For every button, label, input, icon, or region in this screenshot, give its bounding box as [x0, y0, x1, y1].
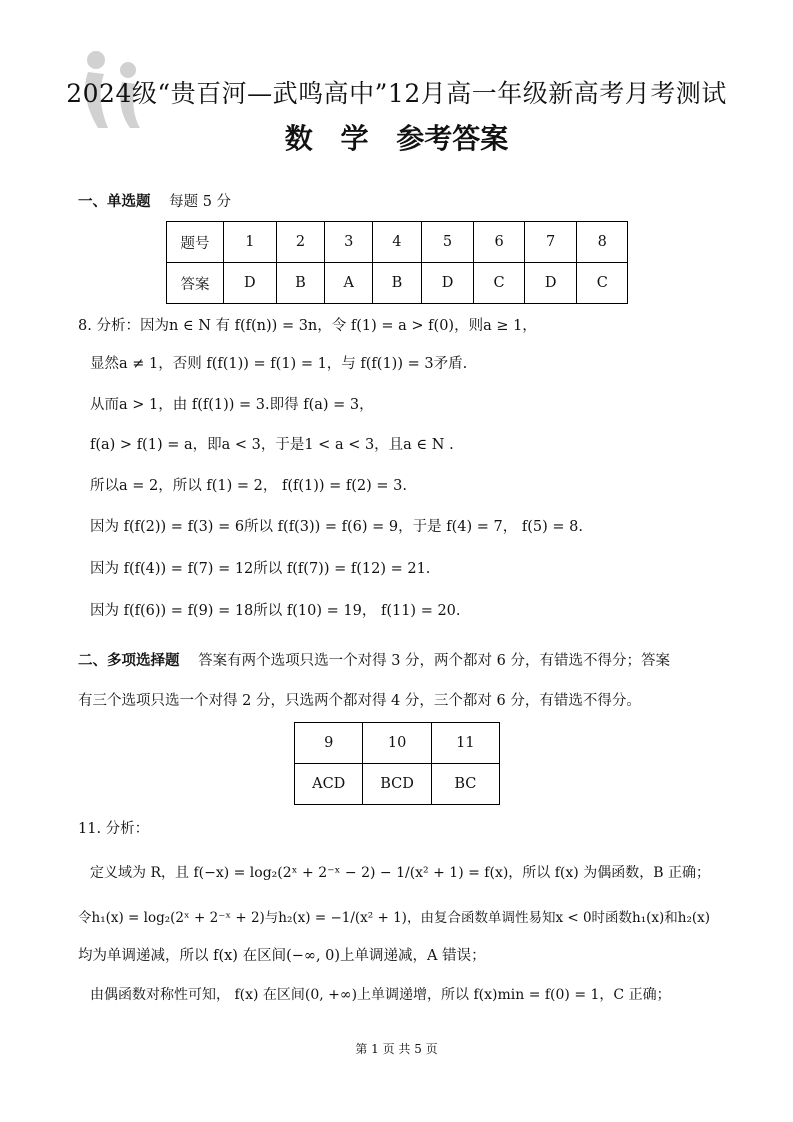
question-number: 3	[325, 222, 373, 263]
answer-cell: C	[474, 263, 524, 304]
question-number: 8	[577, 222, 628, 263]
row-label: 题号	[167, 222, 224, 263]
q8-line: 所以a = 2，所以 f(1) = 2， f(f(1)) = f(2) = 3.	[90, 478, 408, 494]
q11-line: 由偶函数对称性可知， f(x) 在区间(0, +∞)上单调递增，所以 f(x)min = f(0) = 1，C 正确；	[90, 987, 671, 1003]
page-footer: 第 1 页 共 5 页	[355, 1042, 438, 1056]
exam-subtitle: 数 学 参考答案	[284, 122, 509, 155]
q8-line: 显然a ≠ 1，否则 f(f(1)) = f(1) = 1，与 f(f(1)) = 3矛盾.	[90, 356, 468, 372]
section2-rule-line1: 答案有两个选项只选一个对得 3 分，两个都对 6 分，有错选不得分；答案	[198, 653, 670, 669]
q8-line: 因为 f(f(4)) = f(7) = 12所以 f(f(7)) = f(12) = 21.	[90, 561, 431, 577]
section2-rule-line2: 有三个选项只选一个对得 2 分，只选两个都对得 4 分，三个都对 6 分，有错选不得分。	[78, 693, 641, 709]
question-number: 6	[474, 222, 524, 263]
row-label: 答案	[167, 263, 224, 304]
question-number: 9	[295, 723, 363, 764]
q8-line: 因为 f(f(2)) = f(3) = 6所以 f(f(3)) = f(6) = 9，于是 f(4) = 7， f(5) = 8.	[90, 519, 583, 535]
section1-heading: 一、单选题	[78, 194, 151, 210]
table-row	[167, 263, 628, 304]
q11-line: 定义域为 R，且 f(−x) = log₂(2ˣ + 2⁻ˣ − 2) − 1/(x² + 1) = f(x)，所以 f(x) 为偶函数，B 正确；	[90, 865, 710, 881]
question-number: 7	[524, 222, 577, 263]
table-row	[167, 222, 628, 263]
q8-line: 因为 f(f(6)) = f(9) = 18所以 f(10) = 19， f(11) = 20.	[90, 603, 461, 619]
question-number: 11	[431, 723, 499, 764]
answer-cell: A	[325, 263, 373, 304]
q8-line: f(a) > f(1) = a，即a < 3，于是1 < a < 3，且a ∈ N .	[90, 437, 454, 453]
section1-note: 每题 5 分	[169, 194, 232, 210]
q11-line: 均为单调递减，所以 f(x) 在区间(−∞, 0)上单调递减，A 错误；	[78, 948, 486, 964]
answer-cell: B	[276, 263, 325, 304]
question-number: 1	[224, 222, 277, 263]
question-number: 2	[276, 222, 325, 263]
table-row	[295, 764, 500, 805]
answer-cell: D	[421, 263, 474, 304]
single-choice-answer-table	[166, 221, 628, 304]
section2-heading: 二、多项选择题	[78, 653, 180, 669]
answer-cell: C	[577, 263, 628, 304]
section1-header	[78, 190, 231, 211]
question-number: 4	[373, 222, 422, 263]
answer-cell: ACD	[295, 764, 363, 805]
multi-choice-answer-table	[294, 722, 500, 805]
question-number: 5	[421, 222, 474, 263]
answer-cell: D	[524, 263, 577, 304]
answer-cell: BC	[431, 764, 499, 805]
q8-line: 从而a > 1，由 f(f(1)) = 3.即得 f(a) = 3，	[90, 397, 374, 413]
table-row	[295, 723, 500, 764]
q8-line: 8. 分析：因为n ∈ N 有 f(f(n)) = 3n，令 f(1) = a > f(0)，则a ≥ 1，	[78, 318, 537, 334]
answer-cell: D	[224, 263, 277, 304]
answer-cell: B	[373, 263, 422, 304]
exam-title: 2024级“贵百河—武鸣高中”12月高一年级新高考月考测试	[66, 79, 727, 108]
q11-line: 令h₁(x) = log₂(2ˣ + 2⁻ˣ + 2)与h₂(x) = −1/(x² + 1)，由复合函数单调性易知x < 0时函数h₁(x)和h₂(x)	[78, 910, 711, 926]
question-number: 10	[363, 723, 431, 764]
section2-header	[78, 649, 670, 670]
q11-label: 11. 分析：	[78, 821, 150, 837]
answer-cell: BCD	[363, 764, 431, 805]
